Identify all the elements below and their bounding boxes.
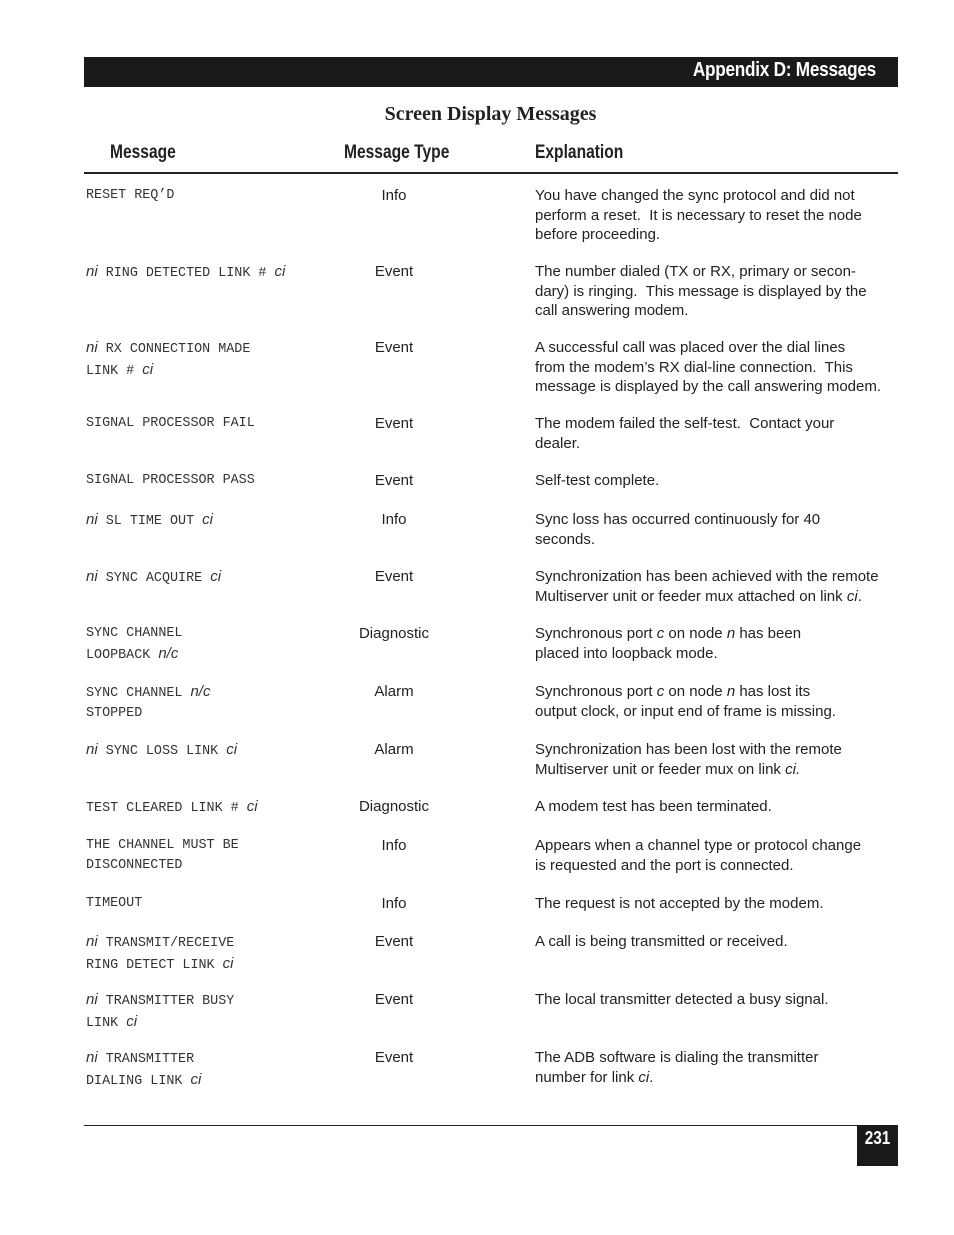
variable-text: ci (190, 1070, 202, 1088)
text-segment: SYNC ACQUIRE (97, 571, 211, 586)
message-text (86, 932, 336, 975)
explanation-text (535, 836, 897, 875)
message-type: Info (381, 837, 407, 854)
message-type: Event (374, 472, 414, 489)
text-segment: on node (664, 625, 727, 642)
message-type: Event (374, 991, 414, 1008)
text-segment: The number dialed (TX or RX, primary or secon- dary) is ringing. This message is displayed by the call answering modem. (535, 263, 867, 319)
text-segment: on node (664, 683, 727, 700)
page-title: Appendix D: Messages (692, 59, 876, 81)
text-segment: Synchronization has been lost with the remote Multiserver unit or feeder mux on link (535, 741, 842, 778)
text-segment: TEST CLEARED LINK # (86, 801, 247, 816)
variable-text: n (726, 683, 736, 700)
variable-text: ci (222, 954, 234, 972)
message-type: Diagnostic (358, 798, 430, 815)
message-type: Event (374, 263, 414, 280)
message-type: Diagnostic (358, 625, 430, 642)
message-type: Alarm (374, 683, 414, 700)
message-type: Event (374, 933, 414, 950)
text-segment: SIGNAL PROCESSOR FAIL (86, 416, 255, 431)
explanation-text (535, 624, 897, 663)
text-segment: The local transmitter detected a busy signal. (535, 991, 829, 1008)
variable-text: n/c (190, 683, 211, 700)
variable-text: ni (86, 263, 98, 280)
variable-text: c (656, 683, 665, 700)
variable-text: ci (142, 360, 154, 378)
text-segment: The modem failed the self-test. Contact your dealer. (535, 415, 835, 452)
message-text (86, 567, 336, 589)
explanation-text (535, 740, 897, 779)
column-header-message: Message (110, 142, 176, 163)
text-segment: Sync loss has occurred continuously for 40 seconds. (535, 511, 821, 548)
variable-text: ni (86, 741, 98, 758)
message-type: Event (374, 1049, 414, 1066)
variable-text: ni (86, 511, 98, 528)
variable-text: ni (86, 339, 98, 356)
text-segment: . (649, 1068, 654, 1086)
text-segment: Synchronous port (535, 625, 657, 642)
message-text (86, 682, 336, 723)
variable-text: ni (86, 991, 98, 1008)
explanation-text (535, 990, 897, 1010)
explanation-text (535, 186, 897, 245)
variable-text: ci (274, 263, 286, 280)
message-text (86, 262, 336, 284)
column-header-explanation: Explanation (535, 142, 624, 163)
header-bar (84, 57, 898, 87)
explanation-text (535, 1048, 897, 1087)
page-number: 231 (864, 1128, 891, 1148)
message-text (86, 894, 336, 914)
text-segment: Self-test complete. (535, 472, 660, 489)
page-number-box (857, 1125, 898, 1166)
header-rule (84, 172, 898, 174)
variable-text: n (726, 625, 736, 642)
text-segment: SIGNAL PROCESSOR PASS (86, 473, 255, 488)
explanation-text (535, 262, 897, 321)
message-text (86, 1048, 336, 1091)
text-segment: Synchronous port (535, 683, 657, 700)
variable-text: ci (638, 1068, 650, 1086)
text-segment: Appears when a channel type or protocol change is requested and the port is connected. (535, 837, 862, 874)
text-segment: TRANSMITTER BUSY LINK (86, 994, 235, 1031)
text-segment: TIMEOUT (86, 896, 143, 911)
variable-text: ni (86, 568, 98, 585)
message-text (86, 836, 336, 875)
text-segment: has lost its output clock, or input end of frame is missing. (535, 683, 836, 720)
explanation-text (535, 797, 897, 817)
text-segment: A successful call was placed over the dial lines from the modem’s RX dial-line connection. This message is displayed by the call answering modem. (535, 339, 882, 395)
message-text (86, 990, 336, 1033)
variable-text: c (656, 625, 665, 642)
explanation-text (535, 414, 897, 453)
variable-text: ci. (785, 760, 801, 778)
text-segment: SL TIME OUT (97, 514, 203, 529)
text-segment: THE CHANNEL MUST BE DISCONNECTED (86, 838, 239, 873)
column-header-type: Message Type (344, 142, 450, 163)
text-segment: A call is being transmitted or received. (535, 933, 788, 950)
message-text (86, 414, 336, 434)
message-type: Info (381, 511, 407, 528)
text-segment: SYNC CHANNEL LOOPBACK (86, 626, 183, 663)
text-segment: STOPPED (86, 705, 143, 721)
text-segment: Synchronization has been achieved with the remote Multiserver unit or feeder mux attached on link (535, 568, 879, 605)
text-segment: You have changed the sync protocol and did not perform a reset. It is necessary to reset the node before proceeding. (535, 187, 862, 243)
message-type: Alarm (374, 741, 414, 758)
message-text (86, 624, 336, 665)
text-segment: has been placed into loopback mode. (535, 625, 802, 662)
explanation-text (535, 894, 897, 914)
message-type: Event (374, 339, 414, 356)
text-segment: TRANSMITTER DIALING LINK (86, 1052, 195, 1089)
explanation-text (535, 471, 897, 491)
explanation-text (535, 338, 897, 397)
explanation-text (535, 510, 897, 549)
message-type: Event (374, 568, 414, 585)
footer-rule (84, 1125, 898, 1126)
variable-text: ni (86, 933, 98, 950)
message-text (86, 186, 336, 206)
text-segment: RING DETECTED LINK # (97, 266, 275, 281)
text-segment: TRANSMIT/RECEIVE RING DETECT LINK (86, 936, 235, 973)
variable-text: ci (126, 1012, 138, 1030)
variable-text: n/c (158, 644, 179, 662)
message-type: Info (381, 187, 407, 204)
explanation-text (535, 567, 897, 606)
text-segment: RESET REQ’D (86, 188, 175, 203)
variable-text: ci (202, 511, 213, 528)
variable-text: ci (246, 798, 258, 815)
message-text (86, 797, 336, 819)
explanation-text (535, 932, 897, 952)
text-segment: . (857, 587, 862, 605)
message-text (86, 510, 336, 532)
variable-text: ci (210, 568, 222, 585)
message-text (86, 740, 336, 762)
message-text (86, 471, 336, 491)
text-segment: The ADB software is dialing the transmitter number for link (535, 1049, 819, 1086)
variable-text: ci (226, 741, 238, 758)
variable-text: ni (86, 1049, 98, 1066)
text-segment: The request is not accepted by the modem. (535, 895, 824, 912)
message-text (86, 338, 336, 381)
text-segment: A modem test has been terminated. (535, 798, 772, 815)
explanation-text (535, 682, 897, 721)
text-segment: SYNC CHANNEL (86, 686, 191, 701)
variable-text: ci (846, 587, 858, 605)
message-type: Info (381, 895, 407, 912)
text-segment: RX CONNECTION MADE LINK # (86, 342, 251, 379)
message-type: Event (374, 415, 414, 432)
text-segment: SYNC LOSS LINK (97, 744, 227, 759)
section-title: Screen Display Messages (384, 103, 597, 125)
